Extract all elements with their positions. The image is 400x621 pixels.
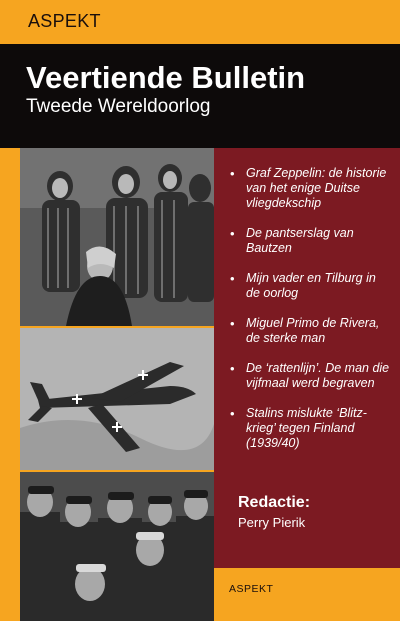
publisher-logo-bottom: ASPEKT — [229, 583, 274, 595]
bullet-dot-icon: • — [230, 226, 235, 241]
editor-name: Perry Pierik — [238, 515, 306, 530]
topic-item — [230, 271, 392, 301]
photo-women-prisoners — [20, 148, 214, 326]
topic-text: Miguel Primo de Rivera, de sterke man — [246, 316, 380, 345]
topics-list — [230, 166, 392, 466]
topic-text: De pantserslag van Bautzen — [246, 226, 354, 255]
topic-item — [230, 406, 392, 451]
bullet-dot-icon: • — [230, 316, 235, 331]
book-subtitle: Tweede Wereldoorlog — [26, 96, 211, 117]
topic-item — [230, 226, 392, 256]
photo-soldiers-group — [20, 472, 214, 621]
topic-text: Mijn vader en Tilburg in de oorlog — [246, 271, 376, 300]
topic-text: Stalins mislukte ‘Blitz-krieg’ tegen Finland (1939/40) — [246, 406, 367, 450]
bullet-dot-icon: • — [230, 166, 235, 181]
topic-item — [230, 361, 392, 391]
topic-text: De ‘rattenlijn’. De man die vijfmaal werd begraven — [246, 361, 390, 390]
topic-text: Graf Zeppelin: de historie van het enige Duitse vliegdekschip — [246, 166, 387, 210]
topic-item — [230, 166, 392, 211]
bullet-dot-icon: • — [230, 406, 235, 421]
bullet-dot-icon: • — [230, 361, 235, 376]
redactie-label: Redactie: — [238, 494, 311, 511]
publisher-logo-top: ASPEKT — [28, 11, 101, 31]
topic-item — [230, 316, 392, 346]
bullet-dot-icon: • — [230, 271, 235, 286]
photo-fighter-plane — [20, 328, 214, 470]
book-title: Veertiende Bulletin — [26, 60, 306, 95]
